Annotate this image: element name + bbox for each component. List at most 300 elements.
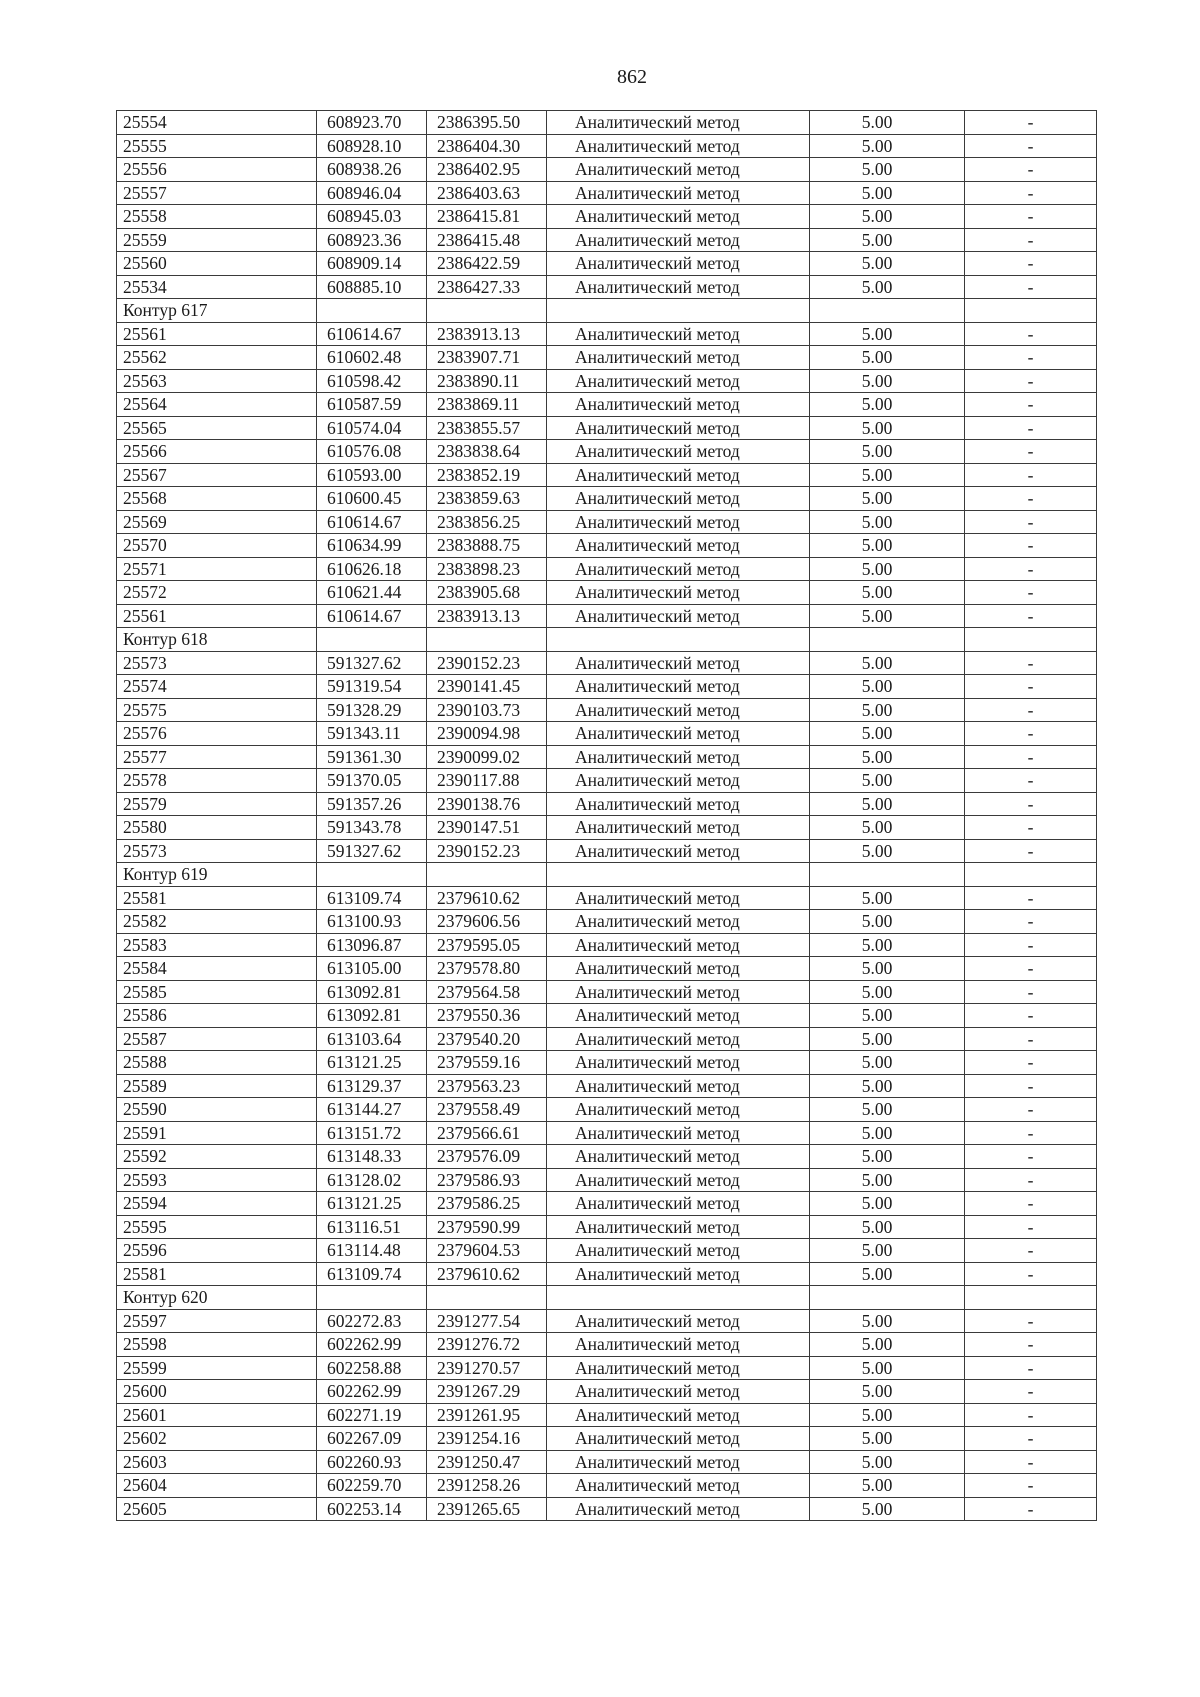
y-coordinate-cell: 2379586.93 bbox=[427, 1168, 547, 1192]
accuracy-cell: 5.00 bbox=[810, 604, 965, 628]
y-coordinate-cell: 2379578.80 bbox=[427, 957, 547, 981]
point-number-cell: 25585 bbox=[117, 980, 317, 1004]
method-cell: Аналитический метод bbox=[547, 346, 810, 370]
x-coordinate-cell: 602258.88 bbox=[317, 1356, 427, 1380]
table-row bbox=[117, 1027, 1097, 1051]
table-row bbox=[117, 1074, 1097, 1098]
table-row bbox=[117, 1098, 1097, 1122]
method-cell: Аналитический метод bbox=[547, 792, 810, 816]
y-coordinate-cell: 2391267.29 bbox=[427, 1380, 547, 1404]
point-number-cell: 25534 bbox=[117, 275, 317, 299]
point-number-cell: 25602 bbox=[117, 1427, 317, 1451]
method-cell: Аналитический метод bbox=[547, 416, 810, 440]
x-coordinate-cell: 608923.36 bbox=[317, 228, 427, 252]
accuracy-cell: 5.00 bbox=[810, 205, 965, 229]
note-cell: - bbox=[965, 1121, 1097, 1145]
x-coordinate-cell: 613103.64 bbox=[317, 1027, 427, 1051]
x-coordinate-cell: 602271.19 bbox=[317, 1403, 427, 1427]
note-cell: - bbox=[965, 1497, 1097, 1521]
x-coordinate-cell: 610621.44 bbox=[317, 581, 427, 605]
x-coordinate-cell: 610598.42 bbox=[317, 369, 427, 393]
table-row bbox=[117, 1427, 1097, 1451]
method-cell: Аналитический метод bbox=[547, 698, 810, 722]
x-coordinate-cell: 613144.27 bbox=[317, 1098, 427, 1122]
accuracy-cell: 5.00 bbox=[810, 651, 965, 675]
method-cell: Аналитический метод bbox=[547, 393, 810, 417]
note-cell: - bbox=[965, 393, 1097, 417]
y-coordinate-cell: 2379604.53 bbox=[427, 1239, 547, 1263]
note-cell: - bbox=[965, 252, 1097, 276]
y-coordinate-cell: 2383869.11 bbox=[427, 393, 547, 417]
method-cell: Аналитический метод bbox=[547, 181, 810, 205]
y-coordinate-cell: 2390152.23 bbox=[427, 839, 547, 863]
coordinates-table bbox=[116, 110, 1097, 1521]
point-number-cell: 25590 bbox=[117, 1098, 317, 1122]
accuracy-cell: 5.00 bbox=[810, 910, 965, 934]
x-coordinate-cell: 610602.48 bbox=[317, 346, 427, 370]
x-coordinate-cell: 613092.81 bbox=[317, 980, 427, 1004]
table-row bbox=[117, 275, 1097, 299]
x-coordinate-cell: 610587.59 bbox=[317, 393, 427, 417]
note-cell: - bbox=[965, 1427, 1097, 1451]
method-cell: Аналитический метод bbox=[547, 581, 810, 605]
point-number-cell: 25601 bbox=[117, 1403, 317, 1427]
x-coordinate-cell: 613151.72 bbox=[317, 1121, 427, 1145]
method-cell: Аналитический метод bbox=[547, 487, 810, 511]
empty-cell bbox=[810, 863, 965, 887]
table-row bbox=[117, 933, 1097, 957]
x-coordinate-cell: 610626.18 bbox=[317, 557, 427, 581]
accuracy-cell: 5.00 bbox=[810, 1262, 965, 1286]
table-row bbox=[117, 1004, 1097, 1028]
point-number-cell: 25599 bbox=[117, 1356, 317, 1380]
note-cell: - bbox=[965, 675, 1097, 699]
method-cell: Аналитический метод bbox=[547, 745, 810, 769]
point-number-cell: 25571 bbox=[117, 557, 317, 581]
method-cell: Аналитический метод bbox=[547, 1333, 810, 1357]
method-cell: Аналитический метод bbox=[547, 322, 810, 346]
note-cell: - bbox=[965, 1215, 1097, 1239]
accuracy-cell: 5.00 bbox=[810, 886, 965, 910]
accuracy-cell: 5.00 bbox=[810, 1027, 965, 1051]
method-cell: Аналитический метод bbox=[547, 1380, 810, 1404]
method-cell: Аналитический метод bbox=[547, 722, 810, 746]
accuracy-cell: 5.00 bbox=[810, 510, 965, 534]
x-coordinate-cell: 608909.14 bbox=[317, 252, 427, 276]
note-cell: - bbox=[965, 275, 1097, 299]
method-cell: Аналитический метод bbox=[547, 957, 810, 981]
y-coordinate-cell: 2386415.81 bbox=[427, 205, 547, 229]
y-coordinate-cell: 2379610.62 bbox=[427, 886, 547, 910]
table-row bbox=[117, 440, 1097, 464]
accuracy-cell: 5.00 bbox=[810, 1450, 965, 1474]
point-number-cell: 25603 bbox=[117, 1450, 317, 1474]
table-row bbox=[117, 980, 1097, 1004]
accuracy-cell: 5.00 bbox=[810, 275, 965, 299]
y-coordinate-cell: 2390152.23 bbox=[427, 651, 547, 675]
contour-header-row bbox=[117, 1286, 1097, 1310]
x-coordinate-cell: 591343.78 bbox=[317, 816, 427, 840]
accuracy-cell: 5.00 bbox=[810, 722, 965, 746]
point-number-cell: 25582 bbox=[117, 910, 317, 934]
method-cell: Аналитический метод bbox=[547, 440, 810, 464]
y-coordinate-cell: 2379550.36 bbox=[427, 1004, 547, 1028]
method-cell: Аналитический метод bbox=[547, 275, 810, 299]
y-coordinate-cell: 2386427.33 bbox=[427, 275, 547, 299]
x-coordinate-cell: 613121.25 bbox=[317, 1051, 427, 1075]
note-cell: - bbox=[965, 1333, 1097, 1357]
page-number: 862 bbox=[617, 66, 647, 88]
contour-label: Контур 620 bbox=[117, 1286, 317, 1310]
x-coordinate-cell: 591327.62 bbox=[317, 651, 427, 675]
note-cell: - bbox=[965, 134, 1097, 158]
empty-cell bbox=[965, 299, 1097, 323]
empty-cell bbox=[317, 1286, 427, 1310]
method-cell: Аналитический метод bbox=[547, 933, 810, 957]
note-cell: - bbox=[965, 1309, 1097, 1333]
empty-cell bbox=[810, 628, 965, 652]
note-cell: - bbox=[965, 722, 1097, 746]
point-number-cell: 25587 bbox=[117, 1027, 317, 1051]
y-coordinate-cell: 2383913.13 bbox=[427, 322, 547, 346]
table-row bbox=[117, 792, 1097, 816]
accuracy-cell: 5.00 bbox=[810, 957, 965, 981]
y-coordinate-cell: 2379595.05 bbox=[427, 933, 547, 957]
x-coordinate-cell: 610574.04 bbox=[317, 416, 427, 440]
table-row bbox=[117, 1121, 1097, 1145]
note-cell: - bbox=[965, 228, 1097, 252]
x-coordinate-cell: 608923.70 bbox=[317, 111, 427, 135]
accuracy-cell: 5.00 bbox=[810, 1098, 965, 1122]
table-row bbox=[117, 1309, 1097, 1333]
empty-cell bbox=[317, 299, 427, 323]
point-number-cell: 25596 bbox=[117, 1239, 317, 1263]
method-cell: Аналитический метод bbox=[547, 1239, 810, 1263]
method-cell: Аналитический метод bbox=[547, 1192, 810, 1216]
point-number-cell: 25604 bbox=[117, 1474, 317, 1498]
note-cell: - bbox=[965, 205, 1097, 229]
x-coordinate-cell: 613121.25 bbox=[317, 1192, 427, 1216]
point-number-cell: 25559 bbox=[117, 228, 317, 252]
table-row bbox=[117, 134, 1097, 158]
x-coordinate-cell: 610600.45 bbox=[317, 487, 427, 511]
x-coordinate-cell: 591357.26 bbox=[317, 792, 427, 816]
table-row bbox=[117, 1145, 1097, 1169]
y-coordinate-cell: 2386402.95 bbox=[427, 158, 547, 182]
note-cell: - bbox=[965, 910, 1097, 934]
note-cell: - bbox=[965, 769, 1097, 793]
x-coordinate-cell: 613129.37 bbox=[317, 1074, 427, 1098]
table-row bbox=[117, 816, 1097, 840]
y-coordinate-cell: 2383907.71 bbox=[427, 346, 547, 370]
point-number-cell: 25562 bbox=[117, 346, 317, 370]
y-coordinate-cell: 2391276.72 bbox=[427, 1333, 547, 1357]
accuracy-cell: 5.00 bbox=[810, 1215, 965, 1239]
note-cell: - bbox=[965, 1145, 1097, 1169]
x-coordinate-cell: 613148.33 bbox=[317, 1145, 427, 1169]
method-cell: Аналитический метод bbox=[547, 604, 810, 628]
note-cell: - bbox=[965, 886, 1097, 910]
y-coordinate-cell: 2386395.50 bbox=[427, 111, 547, 135]
accuracy-cell: 5.00 bbox=[810, 1403, 965, 1427]
y-coordinate-cell: 2379576.09 bbox=[427, 1145, 547, 1169]
accuracy-cell: 5.00 bbox=[810, 369, 965, 393]
accuracy-cell: 5.00 bbox=[810, 1356, 965, 1380]
table-row bbox=[117, 1450, 1097, 1474]
x-coordinate-cell: 591343.11 bbox=[317, 722, 427, 746]
method-cell: Аналитический метод bbox=[547, 369, 810, 393]
table-row bbox=[117, 886, 1097, 910]
accuracy-cell: 5.00 bbox=[810, 534, 965, 558]
accuracy-cell: 5.00 bbox=[810, 252, 965, 276]
accuracy-cell: 5.00 bbox=[810, 839, 965, 863]
point-number-cell: 25576 bbox=[117, 722, 317, 746]
accuracy-cell: 5.00 bbox=[810, 1145, 965, 1169]
point-number-cell: 25581 bbox=[117, 1262, 317, 1286]
accuracy-cell: 5.00 bbox=[810, 1051, 965, 1075]
accuracy-cell: 5.00 bbox=[810, 393, 965, 417]
y-coordinate-cell: 2379563.23 bbox=[427, 1074, 547, 1098]
y-coordinate-cell: 2391277.54 bbox=[427, 1309, 547, 1333]
accuracy-cell: 5.00 bbox=[810, 581, 965, 605]
x-coordinate-cell: 602260.93 bbox=[317, 1450, 427, 1474]
table-row bbox=[117, 369, 1097, 393]
table-row bbox=[117, 205, 1097, 229]
y-coordinate-cell: 2391258.26 bbox=[427, 1474, 547, 1498]
x-coordinate-cell: 613128.02 bbox=[317, 1168, 427, 1192]
y-coordinate-cell: 2379606.56 bbox=[427, 910, 547, 934]
table-row bbox=[117, 181, 1097, 205]
method-cell: Аналитический метод bbox=[547, 534, 810, 558]
method-cell: Аналитический метод bbox=[547, 1356, 810, 1380]
table-row bbox=[117, 651, 1097, 675]
point-number-cell: 25597 bbox=[117, 1309, 317, 1333]
accuracy-cell: 5.00 bbox=[810, 322, 965, 346]
point-number-cell: 25579 bbox=[117, 792, 317, 816]
method-cell: Аналитический метод bbox=[547, 980, 810, 1004]
note-cell: - bbox=[965, 1074, 1097, 1098]
method-cell: Аналитический метод bbox=[547, 1027, 810, 1051]
empty-cell bbox=[810, 299, 965, 323]
table-row bbox=[117, 487, 1097, 511]
method-cell: Аналитический метод bbox=[547, 1450, 810, 1474]
accuracy-cell: 5.00 bbox=[810, 1192, 965, 1216]
empty-cell bbox=[965, 1286, 1097, 1310]
accuracy-cell: 5.00 bbox=[810, 769, 965, 793]
note-cell: - bbox=[965, 1380, 1097, 1404]
accuracy-cell: 5.00 bbox=[810, 111, 965, 135]
note-cell: - bbox=[965, 1168, 1097, 1192]
method-cell: Аналитический метод bbox=[547, 111, 810, 135]
accuracy-cell: 5.00 bbox=[810, 181, 965, 205]
point-number-cell: 25593 bbox=[117, 1168, 317, 1192]
y-coordinate-cell: 2390103.73 bbox=[427, 698, 547, 722]
method-cell: Аналитический метод bbox=[547, 510, 810, 534]
table-row bbox=[117, 1403, 1097, 1427]
note-cell: - bbox=[965, 1004, 1097, 1028]
method-cell: Аналитический метод bbox=[547, 1145, 810, 1169]
x-coordinate-cell: 591319.54 bbox=[317, 675, 427, 699]
x-coordinate-cell: 602262.99 bbox=[317, 1380, 427, 1404]
y-coordinate-cell: 2383890.11 bbox=[427, 369, 547, 393]
note-cell: - bbox=[965, 463, 1097, 487]
y-coordinate-cell: 2386415.48 bbox=[427, 228, 547, 252]
x-coordinate-cell: 591361.30 bbox=[317, 745, 427, 769]
accuracy-cell: 5.00 bbox=[810, 416, 965, 440]
empty-cell bbox=[547, 863, 810, 887]
y-coordinate-cell: 2390099.02 bbox=[427, 745, 547, 769]
table-row bbox=[117, 1497, 1097, 1521]
method-cell: Аналитический метод bbox=[547, 1474, 810, 1498]
y-coordinate-cell: 2391265.65 bbox=[427, 1497, 547, 1521]
point-number-cell: 25570 bbox=[117, 534, 317, 558]
y-coordinate-cell: 2383888.75 bbox=[427, 534, 547, 558]
note-cell: - bbox=[965, 111, 1097, 135]
table-row bbox=[117, 346, 1097, 370]
accuracy-cell: 5.00 bbox=[810, 1497, 965, 1521]
point-number-cell: 25598 bbox=[117, 1333, 317, 1357]
table-row bbox=[117, 1333, 1097, 1357]
method-cell: Аналитический метод bbox=[547, 839, 810, 863]
y-coordinate-cell: 2383838.64 bbox=[427, 440, 547, 464]
method-cell: Аналитический метод bbox=[547, 557, 810, 581]
table-row bbox=[117, 158, 1097, 182]
table-row bbox=[117, 1168, 1097, 1192]
table-row bbox=[117, 1239, 1097, 1263]
point-number-cell: 25595 bbox=[117, 1215, 317, 1239]
method-cell: Аналитический метод bbox=[547, 1004, 810, 1028]
x-coordinate-cell: 613109.74 bbox=[317, 886, 427, 910]
method-cell: Аналитический метод bbox=[547, 205, 810, 229]
method-cell: Аналитический метод bbox=[547, 1098, 810, 1122]
point-number-cell: 25577 bbox=[117, 745, 317, 769]
y-coordinate-cell: 2391250.47 bbox=[427, 1450, 547, 1474]
empty-cell bbox=[547, 299, 810, 323]
point-number-cell: 25557 bbox=[117, 181, 317, 205]
table-row bbox=[117, 463, 1097, 487]
table-row bbox=[117, 322, 1097, 346]
point-number-cell: 25592 bbox=[117, 1145, 317, 1169]
point-number-cell: 25575 bbox=[117, 698, 317, 722]
note-cell: - bbox=[965, 1027, 1097, 1051]
point-number-cell: 25556 bbox=[117, 158, 317, 182]
empty-cell bbox=[317, 863, 427, 887]
point-number-cell: 25567 bbox=[117, 463, 317, 487]
x-coordinate-cell: 608938.26 bbox=[317, 158, 427, 182]
accuracy-cell: 5.00 bbox=[810, 1074, 965, 1098]
y-coordinate-cell: 2386403.63 bbox=[427, 181, 547, 205]
x-coordinate-cell: 610614.67 bbox=[317, 604, 427, 628]
x-coordinate-cell: 602267.09 bbox=[317, 1427, 427, 1451]
y-coordinate-cell: 2383913.13 bbox=[427, 604, 547, 628]
note-cell: - bbox=[965, 816, 1097, 840]
table-row bbox=[117, 1051, 1097, 1075]
point-number-cell: 25560 bbox=[117, 252, 317, 276]
note-cell: - bbox=[965, 1474, 1097, 1498]
point-number-cell: 25558 bbox=[117, 205, 317, 229]
y-coordinate-cell: 2383898.23 bbox=[427, 557, 547, 581]
method-cell: Аналитический метод bbox=[547, 252, 810, 276]
y-coordinate-cell: 2379558.49 bbox=[427, 1098, 547, 1122]
x-coordinate-cell: 591327.62 bbox=[317, 839, 427, 863]
contour-label: Контур 617 bbox=[117, 299, 317, 323]
note-cell: - bbox=[965, 322, 1097, 346]
empty-cell bbox=[427, 1286, 547, 1310]
note-cell: - bbox=[965, 745, 1097, 769]
point-number-cell: 25563 bbox=[117, 369, 317, 393]
y-coordinate-cell: 2386404.30 bbox=[427, 134, 547, 158]
accuracy-cell: 5.00 bbox=[810, 675, 965, 699]
y-coordinate-cell: 2390094.98 bbox=[427, 722, 547, 746]
table-row bbox=[117, 557, 1097, 581]
note-cell: - bbox=[965, 1051, 1097, 1075]
accuracy-cell: 5.00 bbox=[810, 1168, 965, 1192]
note-cell: - bbox=[965, 181, 1097, 205]
method-cell: Аналитический метод bbox=[547, 1215, 810, 1239]
point-number-cell: 25589 bbox=[117, 1074, 317, 1098]
note-cell: - bbox=[965, 957, 1097, 981]
accuracy-cell: 5.00 bbox=[810, 816, 965, 840]
accuracy-cell: 5.00 bbox=[810, 1239, 965, 1263]
method-cell: Аналитический метод bbox=[547, 816, 810, 840]
accuracy-cell: 5.00 bbox=[810, 1004, 965, 1028]
table-row bbox=[117, 252, 1097, 276]
accuracy-cell: 5.00 bbox=[810, 1309, 965, 1333]
table-row bbox=[117, 1356, 1097, 1380]
point-number-cell: 25594 bbox=[117, 1192, 317, 1216]
table-row bbox=[117, 228, 1097, 252]
point-number-cell: 25555 bbox=[117, 134, 317, 158]
table-row bbox=[117, 416, 1097, 440]
note-cell: - bbox=[965, 1262, 1097, 1286]
empty-cell bbox=[965, 863, 1097, 887]
table-row bbox=[117, 534, 1097, 558]
note-cell: - bbox=[965, 440, 1097, 464]
x-coordinate-cell: 602272.83 bbox=[317, 1309, 427, 1333]
accuracy-cell: 5.00 bbox=[810, 745, 965, 769]
method-cell: Аналитический метод bbox=[547, 886, 810, 910]
method-cell: Аналитический метод bbox=[547, 1427, 810, 1451]
y-coordinate-cell: 2379564.58 bbox=[427, 980, 547, 1004]
method-cell: Аналитический метод bbox=[547, 1051, 810, 1075]
x-coordinate-cell: 613116.51 bbox=[317, 1215, 427, 1239]
y-coordinate-cell: 2386422.59 bbox=[427, 252, 547, 276]
y-coordinate-cell: 2391254.16 bbox=[427, 1427, 547, 1451]
point-number-cell: 25591 bbox=[117, 1121, 317, 1145]
x-coordinate-cell: 610614.67 bbox=[317, 322, 427, 346]
note-cell: - bbox=[965, 1356, 1097, 1380]
accuracy-cell: 5.00 bbox=[810, 134, 965, 158]
y-coordinate-cell: 2390141.45 bbox=[427, 675, 547, 699]
y-coordinate-cell: 2383856.25 bbox=[427, 510, 547, 534]
point-number-cell: 25584 bbox=[117, 957, 317, 981]
contour-header-row bbox=[117, 299, 1097, 323]
point-number-cell: 25581 bbox=[117, 886, 317, 910]
accuracy-cell: 5.00 bbox=[810, 1474, 965, 1498]
y-coordinate-cell: 2383905.68 bbox=[427, 581, 547, 605]
x-coordinate-cell: 602253.14 bbox=[317, 1497, 427, 1521]
y-coordinate-cell: 2383855.57 bbox=[427, 416, 547, 440]
y-coordinate-cell: 2390138.76 bbox=[427, 792, 547, 816]
table-row bbox=[117, 1474, 1097, 1498]
note-cell: - bbox=[965, 604, 1097, 628]
method-cell: Аналитический метод bbox=[547, 1309, 810, 1333]
x-coordinate-cell: 610614.67 bbox=[317, 510, 427, 534]
empty-cell bbox=[547, 628, 810, 652]
point-number-cell: 25580 bbox=[117, 816, 317, 840]
accuracy-cell: 5.00 bbox=[810, 1121, 965, 1145]
x-coordinate-cell: 591328.29 bbox=[317, 698, 427, 722]
